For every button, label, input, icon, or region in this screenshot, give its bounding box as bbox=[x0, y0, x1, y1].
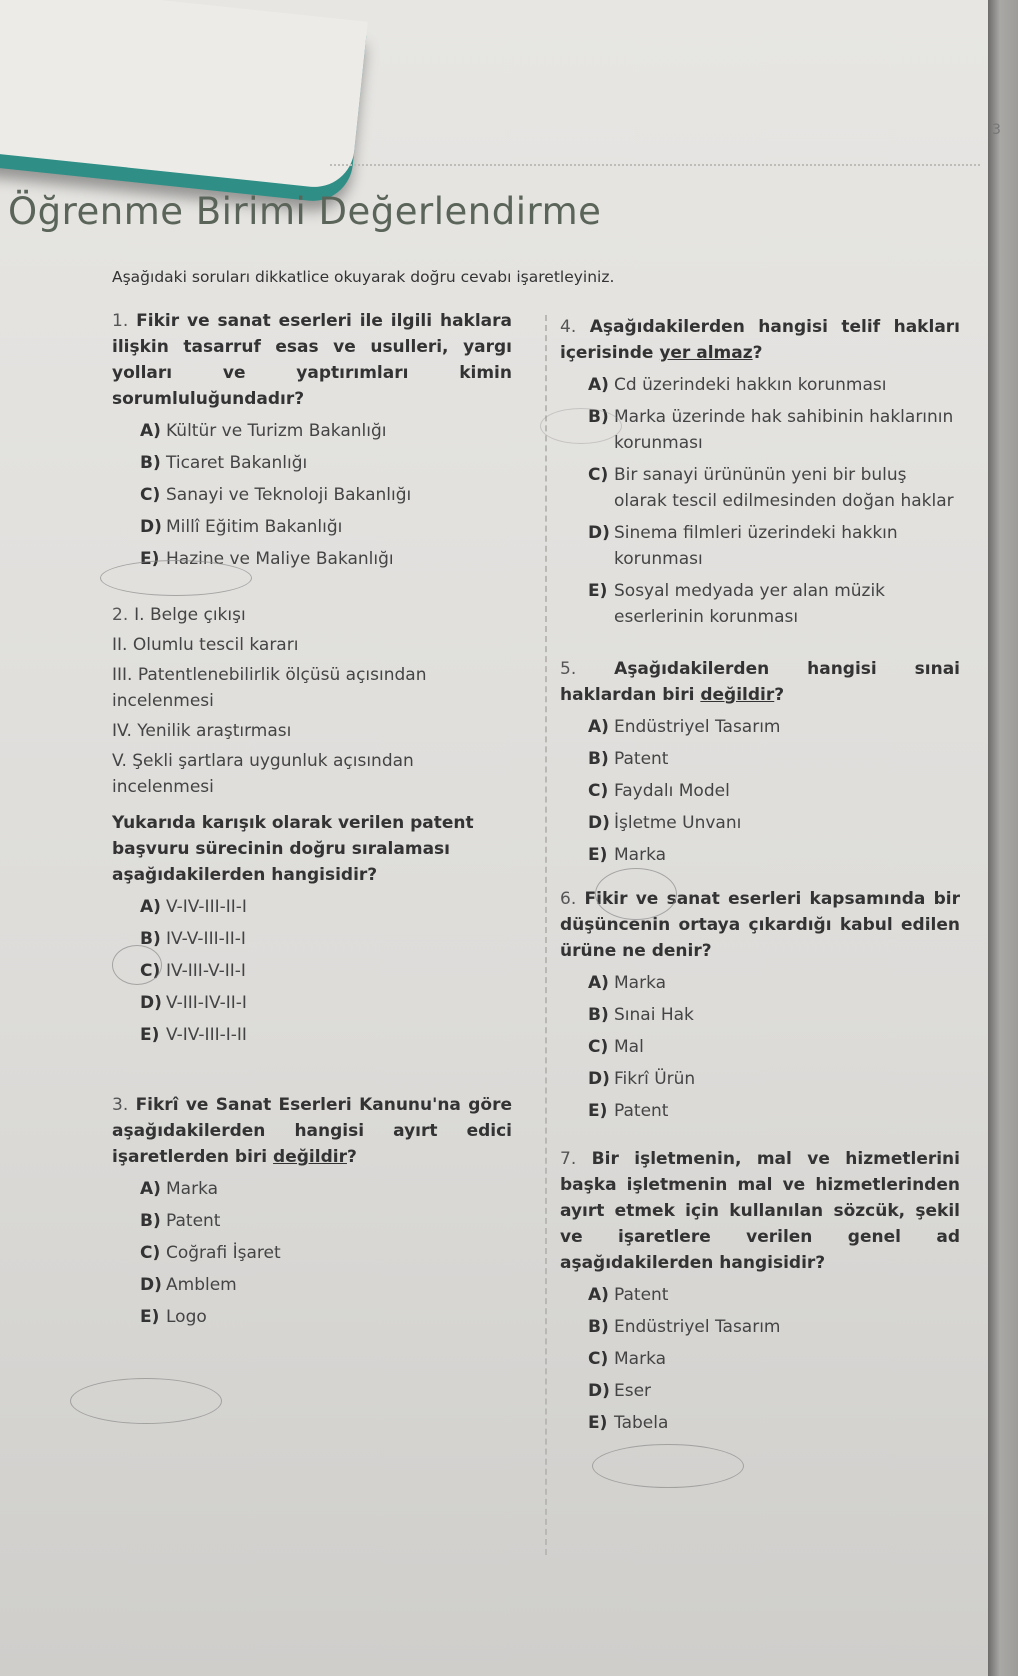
option-letter: A) bbox=[140, 897, 161, 917]
option-text: Eser bbox=[614, 1381, 652, 1401]
stem-text: ? bbox=[774, 685, 785, 705]
option-letter: B) bbox=[140, 1211, 161, 1231]
option-b[interactable] bbox=[588, 746, 960, 772]
option-letter: D) bbox=[588, 1381, 610, 1401]
option-text: Sinema filmleri üzerindeki hakkın korunması bbox=[614, 523, 898, 569]
stem-text: Aşağıdakilerden hangisi telif hakları içerisinde bbox=[560, 317, 960, 363]
stem-underlined: yer almaz bbox=[659, 343, 753, 363]
option-letter: A) bbox=[588, 375, 609, 395]
page-title: Öğrenme Birimi Değerlendirme bbox=[8, 190, 602, 233]
option-text: İşletme Unvanı bbox=[614, 813, 742, 833]
stem-underlined: değildir bbox=[273, 1147, 347, 1167]
option-c[interactable] bbox=[588, 778, 960, 804]
option-letter: D) bbox=[588, 813, 610, 833]
option-d[interactable] bbox=[588, 810, 960, 836]
option-e[interactable] bbox=[140, 1304, 512, 1330]
option-c[interactable] bbox=[140, 1240, 512, 1266]
option-letter: E) bbox=[140, 549, 160, 569]
stem-text: Aşağıdakilerden hangisi sınai haklardan biri bbox=[560, 659, 960, 705]
option-text: Marka bbox=[166, 1179, 219, 1199]
option-text: Tabela bbox=[614, 1413, 669, 1433]
answer-circle-mark bbox=[112, 945, 162, 985]
option-a[interactable] bbox=[140, 418, 512, 444]
option-letter: E) bbox=[588, 581, 608, 601]
question-stem bbox=[560, 656, 960, 708]
option-text: Endüstriyel Tasarım bbox=[614, 717, 781, 737]
option-a[interactable] bbox=[588, 970, 960, 996]
option-letter: E) bbox=[588, 1101, 608, 1121]
option-e[interactable] bbox=[588, 1098, 960, 1124]
option-letter: C) bbox=[588, 1037, 609, 1057]
question-number: 4. bbox=[560, 317, 577, 337]
question-number: 1. bbox=[112, 311, 129, 331]
option-text: Patent bbox=[614, 749, 669, 769]
stem-text: ? bbox=[346, 1147, 357, 1167]
option-letter: C) bbox=[140, 961, 161, 981]
answer-circle-mark bbox=[592, 1444, 744, 1488]
option-letter: C) bbox=[588, 781, 609, 801]
option-letter: C) bbox=[140, 485, 161, 505]
option-letter: A) bbox=[588, 973, 609, 993]
option-letter: B) bbox=[588, 749, 609, 769]
option-letter: E) bbox=[588, 1413, 608, 1433]
option-text: Marka bbox=[614, 1349, 667, 1369]
question-number: 6. bbox=[560, 889, 577, 909]
option-text: Hazine ve Maliye Bakanlığı bbox=[166, 549, 394, 569]
option-b[interactable] bbox=[588, 1002, 960, 1028]
answer-circle-mark bbox=[70, 1378, 222, 1424]
option-letter: D) bbox=[140, 517, 162, 537]
question-5 bbox=[560, 656, 960, 868]
question-number: 3. bbox=[112, 1095, 129, 1115]
option-text: IV-III-V-II-I bbox=[166, 961, 246, 981]
option-text: Ticaret Bakanlığı bbox=[166, 453, 308, 473]
option-b[interactable] bbox=[140, 926, 512, 952]
question-3 bbox=[112, 1092, 512, 1330]
question-stem bbox=[112, 308, 512, 412]
option-text: Patent bbox=[614, 1101, 669, 1121]
answer-circle-mark bbox=[540, 408, 622, 444]
option-letter: B) bbox=[588, 407, 609, 427]
option-text: Bir sanayi ürününün yeni bir buluş olarak tescil edilmesinden doğan haklar bbox=[614, 465, 954, 511]
option-text: Sosyal medyada yer alan müzik eserlerinin korunması bbox=[614, 581, 886, 627]
answer-circle-mark bbox=[595, 868, 677, 920]
option-letter: A) bbox=[588, 1285, 609, 1305]
stem-text: ? bbox=[752, 343, 763, 363]
stem-text: Fikir ve sanat eserleri kapsamında bir düşüncenin ortaya çıkardığı kabul edilen ürüne ne denir? bbox=[560, 889, 960, 961]
left-column bbox=[112, 308, 512, 1350]
question-number: 2. bbox=[112, 605, 129, 625]
option-b[interactable] bbox=[140, 450, 512, 476]
option-text: Kültür ve Turizm Bakanlığı bbox=[166, 421, 387, 441]
option-b[interactable] bbox=[140, 1208, 512, 1234]
question-stem bbox=[560, 314, 960, 366]
option-text: Marka üzerinde hak sahibinin haklarının korunması bbox=[614, 407, 954, 453]
option-e[interactable] bbox=[588, 578, 960, 630]
option-d[interactable] bbox=[140, 1272, 512, 1298]
option-text: IV-V-III-II-I bbox=[166, 929, 246, 949]
option-a[interactable] bbox=[588, 372, 960, 398]
option-text: Sanayi ve Teknoloji Bakanlığı bbox=[166, 485, 412, 505]
option-letter: E) bbox=[140, 1025, 160, 1045]
option-a[interactable] bbox=[588, 1282, 960, 1308]
page-number: 3 bbox=[992, 122, 1001, 138]
option-letter: E) bbox=[140, 1307, 160, 1327]
option-text: Patent bbox=[166, 1211, 221, 1231]
option-b[interactable] bbox=[588, 404, 960, 456]
option-d[interactable] bbox=[140, 990, 512, 1016]
option-c[interactable] bbox=[140, 958, 512, 984]
option-letter: A) bbox=[140, 1179, 161, 1199]
stem-text: Bir işletmenin, mal ve hizmetlerini başka işletmenin mal ve hizmetlerinden ayırt etmek için kullanılan sözcük, şekil ve işaretlere verilen genel ad aşağıdakilerden hangisidir? bbox=[560, 1149, 960, 1273]
question-2 bbox=[112, 602, 512, 1048]
roman-item: I. Belge çıkışı bbox=[134, 605, 246, 625]
option-text: Amblem bbox=[166, 1275, 237, 1295]
option-text: Endüstriyel Tasarım bbox=[614, 1317, 781, 1337]
option-e[interactable] bbox=[588, 842, 960, 868]
option-text: Logo bbox=[166, 1307, 207, 1327]
question-stem bbox=[112, 1092, 512, 1170]
question-4 bbox=[560, 314, 960, 630]
roman-item: IV. Yenilik araştırması bbox=[112, 721, 292, 741]
option-text: Cd üzerindeki hakkın korunması bbox=[614, 375, 887, 395]
question-stem bbox=[112, 602, 512, 628]
option-text: Coğrafi İşaret bbox=[166, 1243, 281, 1263]
option-text: Fikrî Ürün bbox=[614, 1069, 696, 1089]
option-c[interactable] bbox=[588, 1034, 960, 1060]
option-a[interactable] bbox=[140, 1176, 512, 1202]
option-text: Marka bbox=[614, 845, 667, 865]
question-7 bbox=[560, 1146, 960, 1436]
option-text: Marka bbox=[614, 973, 667, 993]
question-stem bbox=[560, 1146, 960, 1276]
option-text: Millî Eğitim Bakanlığı bbox=[166, 517, 343, 537]
option-letter: B) bbox=[588, 1005, 609, 1025]
question-number: 7. bbox=[560, 1149, 577, 1169]
question-stem-text: Yukarıda karışık olarak verilen patent başvuru sürecinin doğru sıralaması aşağıdakilerden hangisidir? bbox=[112, 813, 474, 885]
option-text: V-IV-III-II-I bbox=[166, 897, 247, 917]
page-edge bbox=[988, 0, 1018, 1676]
option-text: V-III-IV-II-I bbox=[166, 993, 247, 1013]
instruction: Aşağıdaki soruları dikkatlice okuyarak doğru cevabı işaretleyiniz. bbox=[112, 268, 615, 286]
option-c[interactable] bbox=[140, 482, 512, 508]
roman-item: II. Olumlu tescil kararı bbox=[112, 635, 299, 655]
stem-underlined: değildir bbox=[700, 685, 775, 705]
option-a[interactable] bbox=[588, 714, 960, 740]
option-text: Faydalı Model bbox=[614, 781, 730, 801]
option-letter: E) bbox=[588, 845, 608, 865]
option-letter: D) bbox=[588, 523, 610, 543]
option-e[interactable] bbox=[588, 1410, 960, 1436]
option-letter: B) bbox=[140, 929, 161, 949]
option-d[interactable] bbox=[140, 514, 512, 540]
option-d[interactable] bbox=[588, 1066, 960, 1092]
stem-text: Fikrî ve Sanat Eserleri Kanunu'na göre aşağıdakilerden hangisi ayırt edici işaretlerden biri bbox=[112, 1095, 512, 1167]
option-d[interactable] bbox=[588, 520, 960, 572]
option-letter: D) bbox=[140, 993, 162, 1013]
option-letter: C) bbox=[140, 1243, 161, 1263]
question-1 bbox=[112, 308, 512, 572]
option-letter: C) bbox=[588, 1349, 609, 1369]
roman-item: V. Şekli şartlara uygunluk açısından incelenmesi bbox=[112, 751, 414, 797]
option-letter: A) bbox=[140, 421, 161, 441]
option-text: Patent bbox=[614, 1285, 669, 1305]
option-text: V-IV-III-I-II bbox=[166, 1025, 247, 1045]
option-c[interactable] bbox=[588, 1346, 960, 1372]
option-letter: B) bbox=[588, 1317, 609, 1337]
option-text: Mal bbox=[614, 1037, 644, 1057]
header-dotted-line bbox=[330, 164, 980, 166]
stem-text: Fikir ve sanat eserleri ile ilgili haklara ilişkin tasarruf esas ve usulleri, yargı yolları ve yaptırımları kimin sorumluluğundadır? bbox=[112, 311, 513, 409]
roman-item: III. Patentlenebilirlik ölçüsü açısından incelenmesi bbox=[112, 665, 427, 711]
option-text: Sınai Hak bbox=[614, 1005, 694, 1025]
option-letter: B) bbox=[140, 453, 161, 473]
option-d[interactable] bbox=[588, 1378, 960, 1404]
answer-circle-mark bbox=[100, 560, 252, 596]
question-number: 5. bbox=[560, 659, 577, 679]
question-6 bbox=[560, 886, 960, 1124]
option-letter: D) bbox=[140, 1275, 162, 1295]
column-divider bbox=[545, 315, 547, 1555]
option-e[interactable] bbox=[140, 1022, 512, 1048]
option-b[interactable] bbox=[588, 1314, 960, 1340]
option-c[interactable] bbox=[588, 462, 960, 514]
option-letter: D) bbox=[588, 1069, 610, 1089]
option-a[interactable] bbox=[140, 894, 512, 920]
option-letter: A) bbox=[588, 717, 609, 737]
option-letter: C) bbox=[588, 465, 609, 485]
